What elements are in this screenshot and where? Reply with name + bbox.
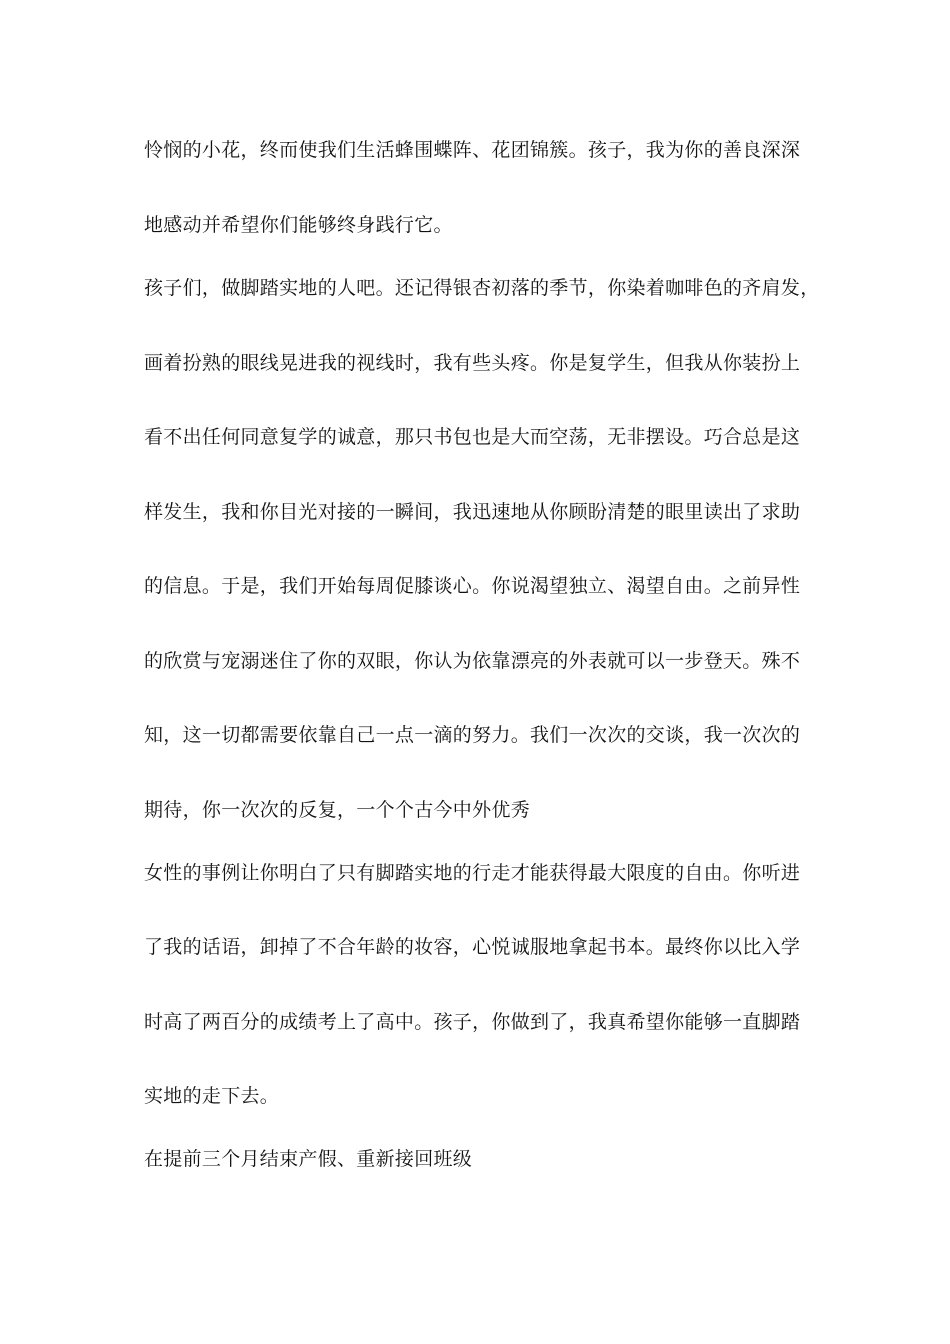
text-line: 时高了两百分的成绩考上了高中。孩子，你做到了，我真希望你能够一直脚踏 — [144, 1011, 801, 1033]
text-line: 实地的走下去。 — [144, 1085, 280, 1107]
text-line: 的信息。于是，我们开始每周促膝谈心。你说渴望独立、渴望自由。之前异性 — [144, 575, 801, 597]
text-line: 女性的事例让你明白了只有脚踏实地的行走才能获得最大限度的自由。你听进 — [144, 862, 801, 884]
text-line: 在提前三个月结束产假、重新接回班级 — [144, 1148, 473, 1170]
text-line: 怜悯的小花，终而使我们生活蜂围蝶阵、花团锦簇。孩子，我为你的善良深深 — [144, 139, 801, 161]
text-line: 的欣赏与宠溺迷住了你的双眼，你认为依靠漂亮的外表就可以一步登天。殊不 — [144, 650, 801, 672]
text-line: 看不出任何同意复学的诚意，那只书包也是大而空荡，无非摆设。巧合总是这 — [144, 426, 801, 448]
text-line: 期待，你一次次的反复，一个个古今中外优秀 — [144, 799, 531, 821]
text-line: 画着扮熟的眼线晃进我的视线时，我有些头疼。你是复学生，但我从你装扮上 — [144, 352, 801, 374]
text-line: 孩子们，做脚踏实地的人吧。还记得银杏初落的季节，你染着咖啡色的齐肩发， — [144, 277, 820, 299]
text-line: 样发生，我和你目光对接的一瞬间，我迅速地从你顾盼清楚的眼里读出了求助 — [144, 501, 801, 523]
text-line: 地感动并希望你们能够终身践行它。 — [144, 214, 453, 236]
text-line: 了我的话语，卸掉了不合年龄的妆容，心悦诚服地拿起书本。最终你以比入学 — [144, 936, 801, 958]
text-line: 知，这一切都需要依靠自己一点一滴的努力。我们一次次的交谈，我一次次的 — [144, 724, 801, 746]
